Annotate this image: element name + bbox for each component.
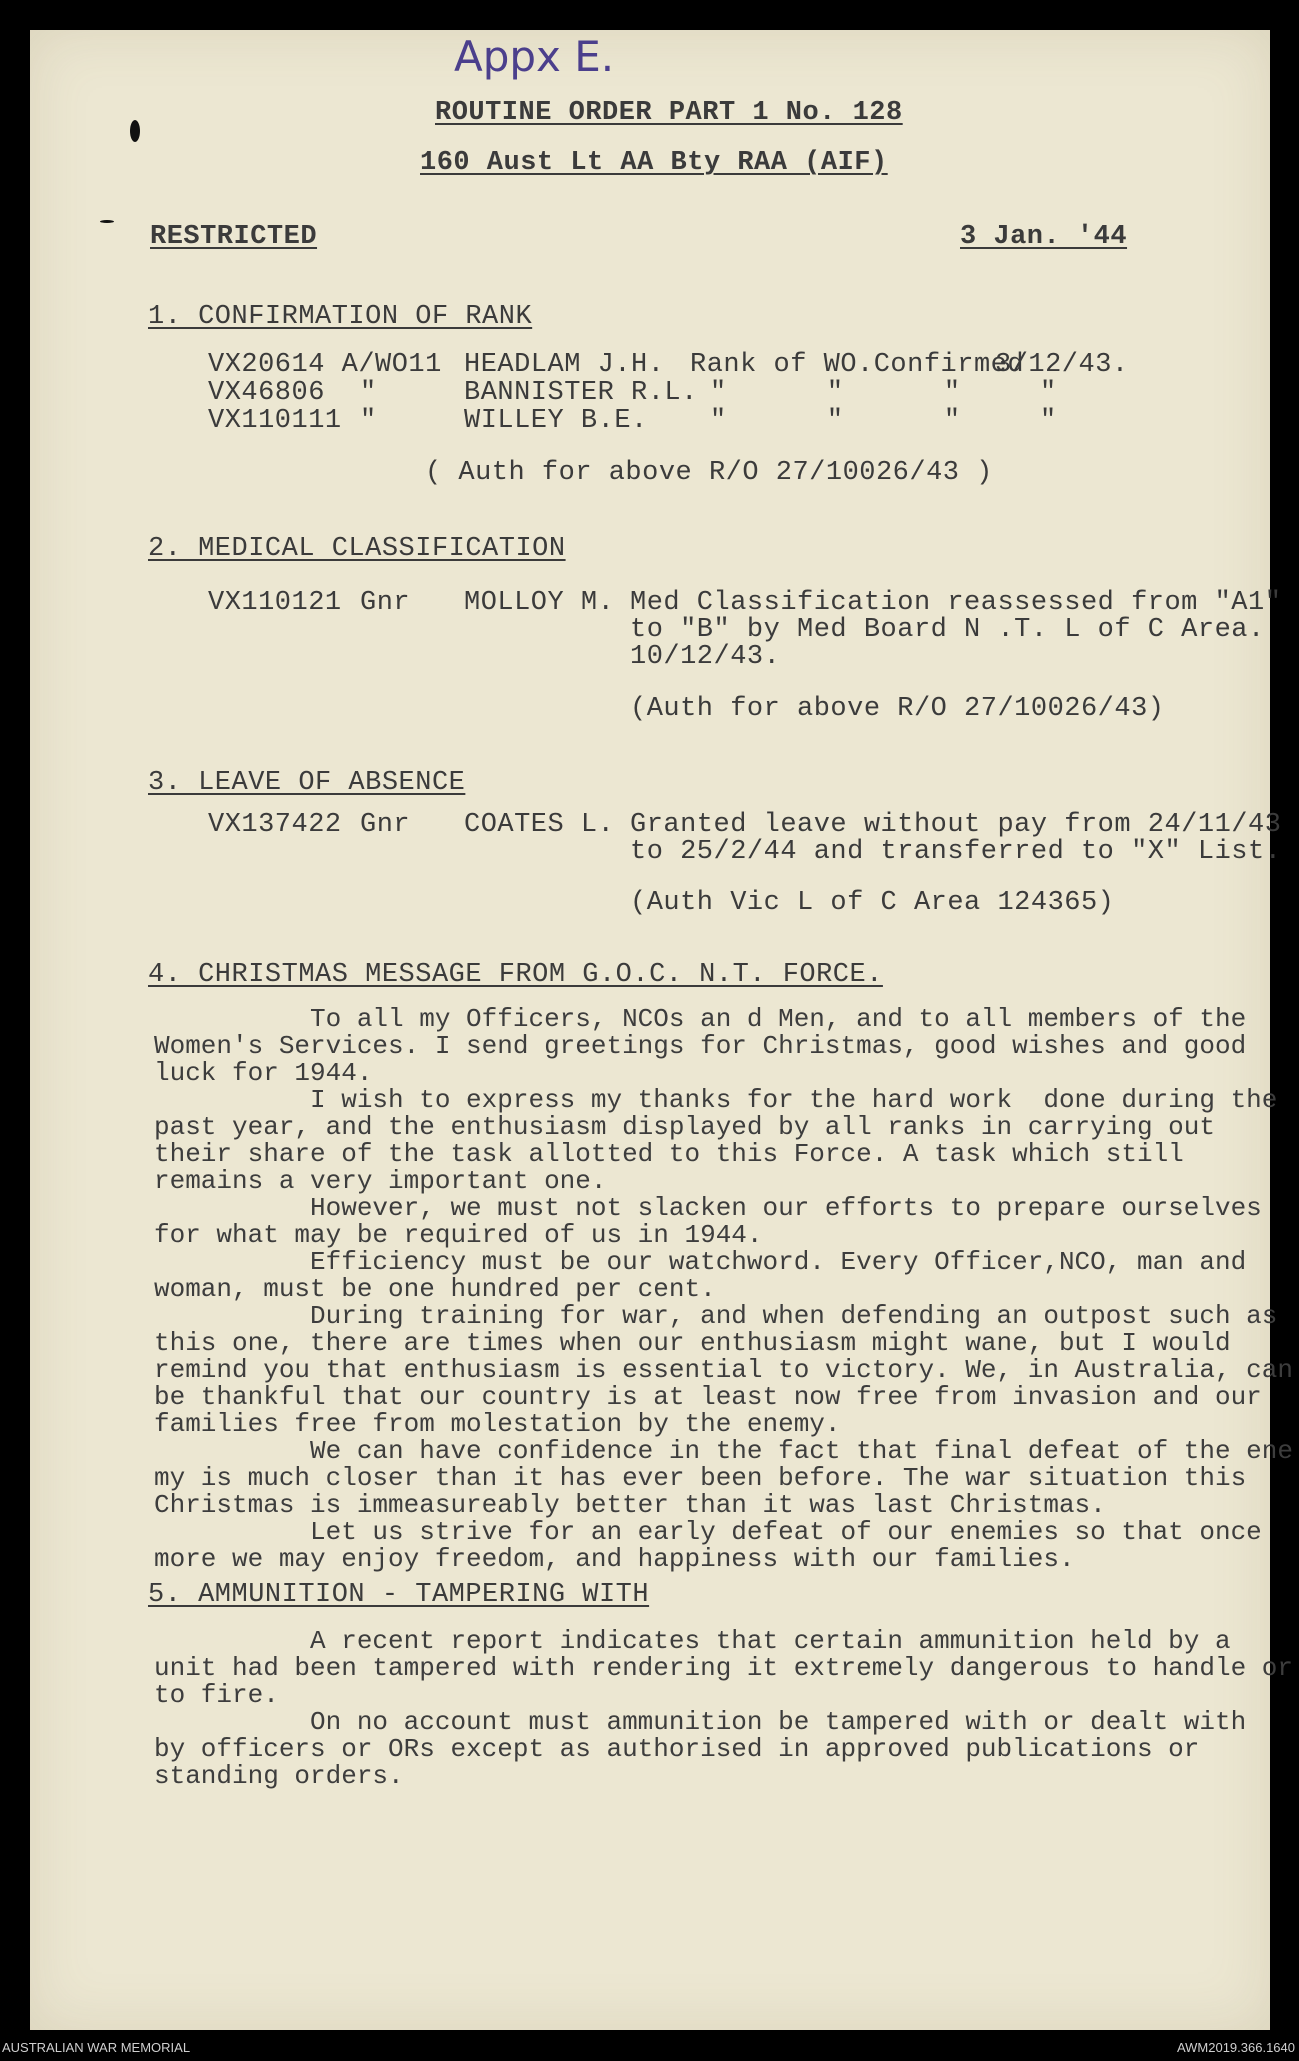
body-line: past year, and the enthusiasm displayed by all ranks in carrying out [154, 1112, 1215, 1142]
table-row-name: BANNISTER R.L. [464, 378, 698, 408]
table-row-no: VX46806 [208, 378, 325, 408]
body-line: to fire. [154, 1680, 279, 1710]
body-line: families free from molestation by the enemy. [154, 1409, 841, 1439]
section-2-detail-line: Med Classification reassessed from "A1" [630, 588, 1282, 618]
body-line: During training for war, and when defending an outpost such as [154, 1301, 1278, 1331]
table-row-rank: " [360, 378, 377, 408]
table-row-no: VX110111 [208, 406, 342, 436]
table-row-detail: " " " [710, 378, 961, 408]
table-row-name: WILLEY B.E. [464, 406, 648, 436]
section-1-auth: ( Auth for above R/O 27/10026/43 ) [425, 458, 993, 488]
body-line: by officers or ORs except as authorised in approved publications or [154, 1734, 1200, 1764]
body-line: unit had been tampered with rendering it extremely dangerous to handle or [154, 1653, 1293, 1683]
section-5-body [154, 1626, 1293, 1791]
section-2-name: MOLLOY M. [464, 588, 615, 618]
archive-credit: AUSTRALIAN WAR MEMORIAL [2, 2040, 191, 2055]
body-line: remind you that enthusiasm is essential to victory. We, in Australia, can [154, 1355, 1293, 1385]
section-3-auth: (Auth Vic L of C Area 124365) [630, 888, 1115, 918]
table-row: VX20614 A/WO11 [208, 350, 442, 380]
body-line: for what may be required of us in 1944. [154, 1220, 763, 1250]
body-line: Women's Services. I send greetings for Christmas, good wishes and good [154, 1031, 1247, 1061]
section-5-heading: 5. AMMUNITION - TAMPERING WITH [148, 1580, 650, 1610]
punch-hole-mark [130, 120, 140, 142]
section-2-detail-line: 10/12/43. [630, 642, 781, 672]
section-2-auth: (Auth for above R/O 27/10026/43) [630, 694, 1165, 724]
section-4-body [154, 1004, 1293, 1574]
table-row-rank: " [360, 406, 377, 436]
body-line: woman, must be one hundred per cent. [154, 1274, 716, 1304]
section-3-service-no: VX137422 [208, 810, 342, 840]
handwritten-annotation: Appx E. [454, 32, 615, 81]
body-line: However, we must not slacken our efforts to prepare ourselves [154, 1193, 1262, 1223]
table-row-detail: " " " [710, 406, 961, 436]
section-3-detail-line: Granted leave without pay from 24/11/43 [630, 810, 1282, 840]
order-title: ROUTINE ORDER PART 1 No. 128 [435, 98, 903, 128]
body-line: On no account must ammunition be tampered with or dealt with [154, 1707, 1247, 1737]
body-line: standing orders. [154, 1761, 404, 1791]
section-2-detail-line: to "B" by Med Board N .T. L of C Area. [630, 615, 1265, 645]
table-row-date: 3/12/43. [995, 350, 1129, 380]
section-3-rank: Gnr [360, 810, 411, 840]
section-4-heading: 4. CHRISTMAS MESSAGE FROM G.O.C. N.T. FORCE. [148, 960, 883, 990]
body-line: my is much closer than it has ever been before. The war situation this [154, 1463, 1247, 1493]
table-row-date: " [1040, 406, 1057, 436]
section-2-rank: Gnr [360, 588, 411, 618]
body-line: luck for 1944. [154, 1058, 373, 1088]
body-line: I wish to express my thanks for the hard work done during the [154, 1085, 1278, 1115]
section-1-heading: 1. CONFIRMATION OF RANK [148, 302, 533, 332]
body-line: this one, there are times when our enthusiasm might wane, but I would [154, 1328, 1231, 1358]
body-line: Let us strive for an early defeat of our enemies so that once [154, 1517, 1262, 1547]
section-3-heading: 3. LEAVE OF ABSENCE [148, 768, 466, 798]
body-line: Efficiency must be our watchword. Every Officer,NCO, man and [154, 1247, 1247, 1277]
table-row-date: " [1040, 378, 1057, 408]
body-line: To all my Officers, NCOs an d Men, and to all members of the [154, 1004, 1247, 1034]
section-2-heading: 2. MEDICAL CLASSIFICATION [148, 534, 566, 564]
unit-title: 160 Aust Lt AA Bty RAA (AIF) [420, 148, 888, 178]
body-line: be thankful that our country is at least now free from invasion and our [154, 1382, 1262, 1412]
document-page [30, 30, 1293, 2030]
body-line: more we may enjoy freedom, and happiness with our families. [154, 1544, 1075, 1574]
archive-reference: AWM2019.366.1640 [1176, 2040, 1295, 2055]
body-line: remains a very important one. [154, 1166, 607, 1196]
body-line: We can have confidence in the fact that final defeat of the ene [154, 1436, 1293, 1466]
document-date: 3 Jan. '44 [960, 222, 1128, 252]
section-2-service-no: VX110121 [208, 588, 342, 618]
section-3-detail-line: to 25/2/44 and transferred to "X" List. [630, 837, 1282, 867]
body-line: Christmas is immeasureably better than it was last Christmas. [154, 1490, 1106, 1520]
table-row-name: HEADLAM J.H. [464, 350, 665, 380]
edge-mark [100, 220, 114, 223]
table-row-detail: Rank of WO.Confirmed [690, 350, 1025, 380]
body-line: their share of the task allotted to this Force. A task which still [154, 1139, 1184, 1169]
section-3-name: COATES L. [464, 810, 615, 840]
body-line: A recent report indicates that certain ammunition held by a [154, 1626, 1231, 1656]
classification-label: RESTRICTED [150, 222, 318, 252]
